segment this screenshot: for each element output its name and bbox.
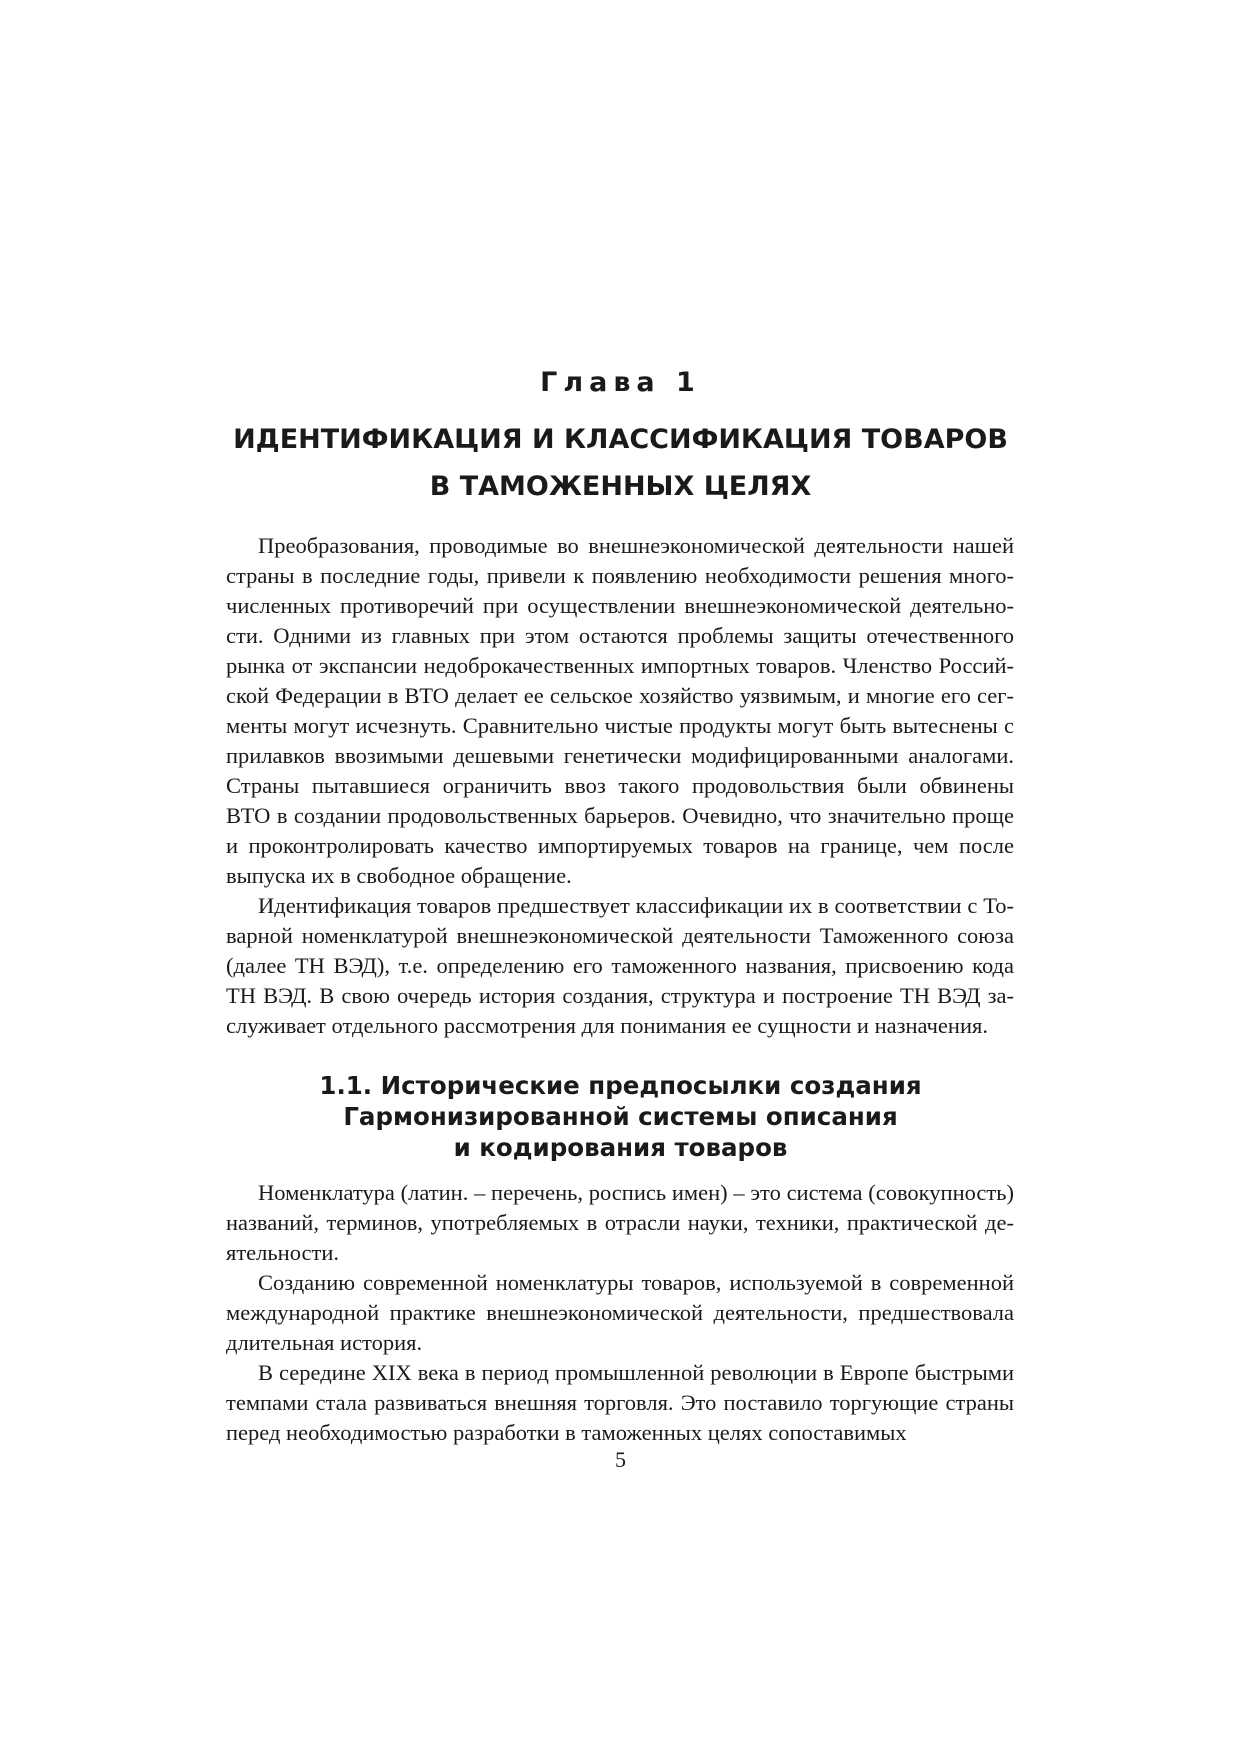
intro-text bbox=[226, 531, 1014, 1041]
chapter-title-line: ИДЕНТИФИКАЦИЯ И КЛАССИФИКАЦИЯ ТОВАРОВ bbox=[233, 424, 1008, 455]
section-text bbox=[226, 1178, 1014, 1448]
chapter-title bbox=[0, 416, 1241, 510]
paragraph: В середине XIX века в период промышленной революции в Европе быстрыми темпами стала развиваться внешняя торговля. Это поставило торгующие страны перед необходимостью разработки в таможенных целях сопоставимых bbox=[226, 1360, 1014, 1445]
paragraph: Созданию современной номенклатуры товаров, используемой в современной международной практике внешнеэкономической деятельности, предшествовала длительная история. bbox=[226, 1270, 1014, 1355]
section-title-line: и кодирования товаров bbox=[453, 1133, 788, 1162]
page-number: 5 bbox=[615, 1447, 626, 1472]
paragraph: Идентификация товаров предшествует классификации их в соответствии с Товарной номенклатурой внешнеэкономической деятельности Таможенного союза (далее ТН ВЭД), т.е. определению его таможенного названия, присвоению кода ТН ВЭД. В свою очередь история создания, структура и построение ТН ВЭД заслуживает отдельного рассмотрения для понимания ее сущности и назначения. bbox=[226, 893, 1014, 1038]
section-title bbox=[0, 1070, 1241, 1163]
paragraph: Преобразования, проводимые во внешнеэкономической деятельности нашей страны в последние годы, привели к появлению необходимости решения многочисленных противоречий при осуществлении внешнеэкономической деятельности. Одними из главных при этом остаются проблемы защиты отечественного рынка от экспансии недоброкачественных импортных товаров. Членство Российской Федерации в ВТО делает ее сельское хозяйство уязвимым, и многие его сегменты могут исчезнуть. Сравнительно чистые продукты могут быть вытеснены с прилавков ввозимыми дешевыми генетически модифицированными аналогами. Страны пытавшиеся ограничить ввоз такого продовольствия были обвинены ВТО в создании продовольственных барьеров. Очевидно, что значительно проще и проконтролировать качество импортируемых товаров на границе, чем после выпуска их в свободное обращение. bbox=[226, 533, 1014, 888]
section-title-line: 1.1. Исторические предпосылки создания bbox=[319, 1071, 922, 1100]
paragraph: Номенклатура (латин. – перечень, роспись имен) – это система (совокупность) названий, терминов, употребляемых в отрасли науки, техники, практической деятельности. bbox=[226, 1180, 1014, 1265]
chapter-title-line: В ТАМОЖЕННЫХ ЦЕЛЯХ bbox=[429, 471, 812, 502]
chapter-label: Глава 1 bbox=[540, 367, 701, 398]
section-title-line: Гармонизированной системы описания bbox=[343, 1102, 898, 1131]
